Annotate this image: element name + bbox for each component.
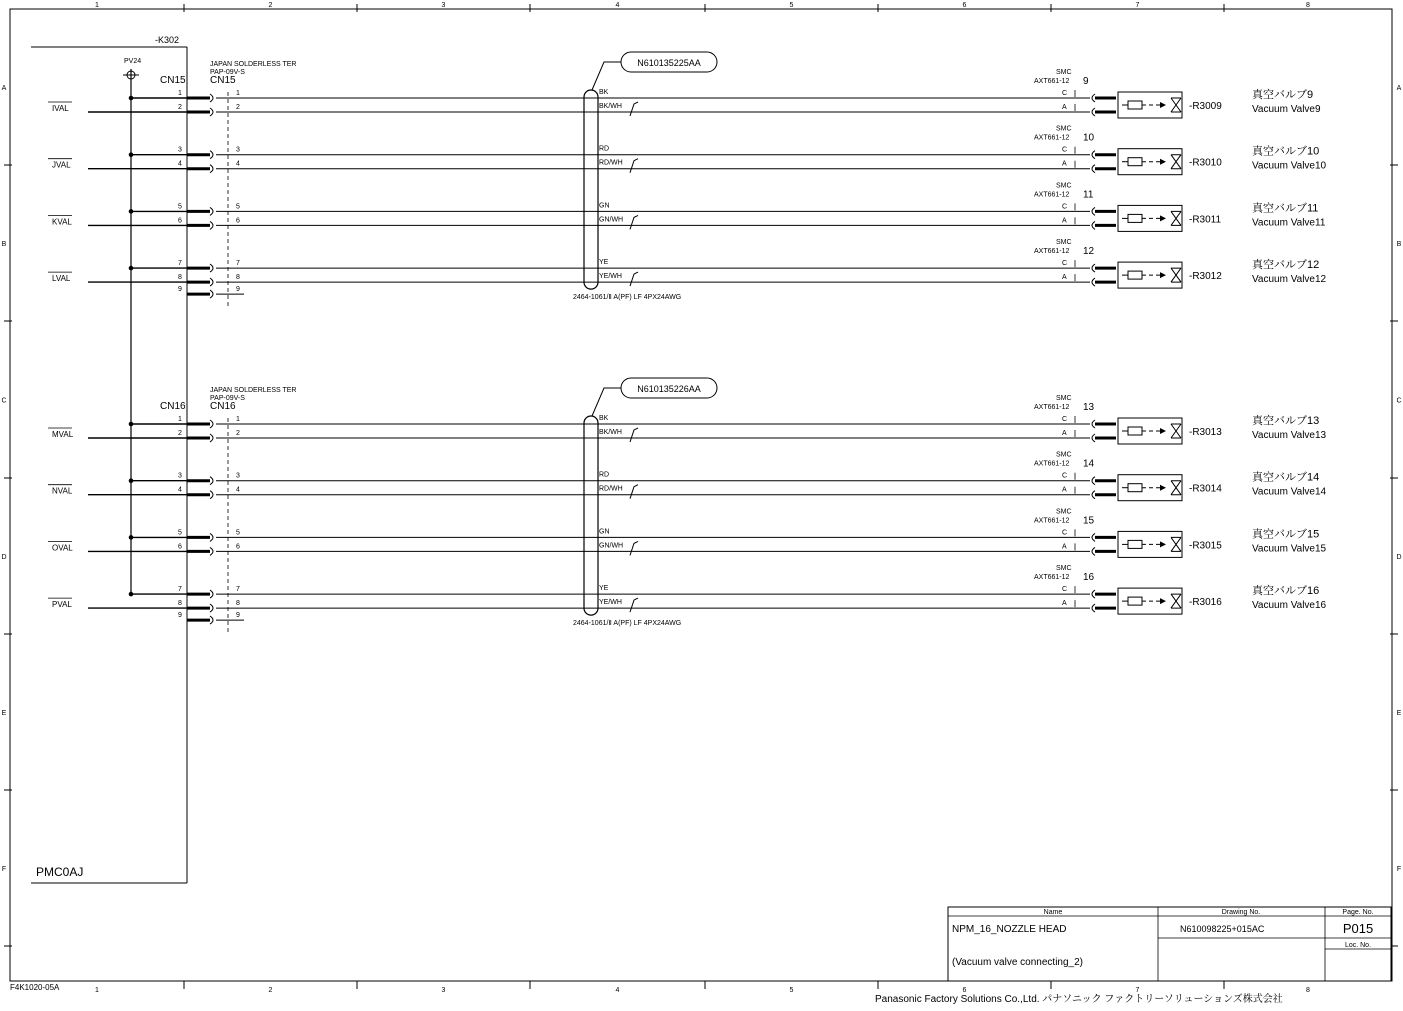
company-name: Panasonic Factory Solutions Co.,Ltd. パナソニック ファクトリーソリューションズ株式会社 — [875, 994, 1283, 1005]
twist-mark — [630, 215, 638, 229]
actuator-arrow — [1160, 159, 1166, 165]
valve-name-jp: 真空バルブ13 — [1252, 415, 1320, 427]
pin-number: 3 — [236, 146, 240, 154]
wire-color: GN/WH — [599, 542, 624, 550]
plug-shell — [1092, 108, 1095, 116]
pin-number: 7 — [178, 260, 182, 268]
col-label: 8 — [1306, 2, 1310, 9]
valve-ref: -R3016 — [1189, 597, 1222, 609]
row-label: F — [1396, 866, 1402, 873]
valve-part: AXT661-12 — [1034, 134, 1070, 142]
plug-shell — [1092, 491, 1095, 499]
terminal-label: C — [1062, 529, 1068, 537]
plug-shell — [1092, 547, 1095, 555]
solenoid-coil — [1128, 427, 1142, 435]
valve-port — [1171, 537, 1181, 551]
junction-dot — [129, 209, 134, 214]
valve-number: 11 — [1083, 189, 1094, 201]
solenoid-coil — [1128, 158, 1142, 166]
connector-part: PAP-09V-S — [210, 69, 245, 76]
wire-color: GN — [599, 528, 610, 536]
page-number: P015 — [1342, 921, 1374, 936]
cable-leader — [592, 388, 621, 416]
plug-shell — [1092, 434, 1095, 442]
plug-shell — [1092, 165, 1095, 173]
twist-mark — [630, 272, 638, 286]
pin-number: 8 — [178, 600, 182, 608]
col-label: 6 — [962, 2, 967, 9]
plug-shell — [1092, 264, 1095, 272]
plug-shell — [1092, 207, 1095, 215]
cable-id: N610135225AA — [637, 58, 701, 68]
loc-header: Loc. No. — [1344, 942, 1372, 949]
valve-maker: SMC — [1056, 69, 1072, 76]
valve-number: 15 — [1083, 515, 1095, 527]
col-label: 4 — [615, 987, 620, 994]
wire-color: BK — [599, 89, 609, 96]
twist-mark — [630, 598, 638, 612]
col-label: 7 — [1135, 987, 1140, 994]
contact-socket — [210, 491, 213, 499]
row-label: D — [1, 554, 7, 561]
valve-part: AXT661-12 — [1034, 574, 1070, 582]
pin-number: 3 — [178, 472, 182, 480]
solenoid-coil — [1128, 484, 1142, 492]
valve-ref: -R3015 — [1189, 540, 1222, 552]
signal-label: LVAL — [52, 274, 71, 284]
contact-socket — [210, 221, 213, 229]
pin-number: 6 — [236, 217, 240, 225]
junction-dot — [129, 478, 134, 483]
wire-color: YE/WH — [599, 273, 622, 281]
valve-port — [1171, 155, 1181, 169]
valve-name-en: Vacuum Valve16 — [1252, 600, 1327, 612]
channel-kval — [48, 182, 1326, 231]
connector-maker: JAPAN SOLDERLESS TER — [210, 61, 297, 68]
row-label: A — [1, 85, 7, 92]
terminal-label: C — [1062, 146, 1068, 154]
valve-port — [1171, 98, 1181, 112]
pin-number: 9 — [178, 612, 182, 620]
valve-name-en: Vacuum Valve14 — [1252, 486, 1327, 498]
wire-color: BK/WH — [599, 429, 622, 436]
solenoid-coil — [1128, 540, 1142, 548]
cable-leader — [592, 62, 621, 90]
valve-port — [1171, 424, 1181, 438]
title-block-box — [948, 907, 1391, 981]
col-label: 2 — [268, 987, 273, 994]
wire-color: RD — [599, 145, 610, 153]
valve-name-en: Vacuum Valve15 — [1252, 543, 1327, 555]
pin-number: 4 — [178, 486, 182, 494]
row-label: F — [1, 866, 7, 873]
actuator-arrow — [1160, 215, 1166, 221]
terminal-label: C — [1062, 260, 1068, 268]
pin-number: 2 — [236, 430, 240, 437]
wire-color: RD — [599, 471, 610, 479]
row-label: E — [1396, 710, 1402, 717]
actuator-arrow — [1160, 272, 1166, 278]
valve-port — [1171, 594, 1181, 608]
channel-lval — [48, 239, 1327, 288]
valve-maker: SMC — [1056, 395, 1072, 402]
valve-maker: SMC — [1056, 565, 1072, 573]
signal-label: NVAL — [52, 486, 73, 496]
twist-mark — [630, 485, 638, 499]
row-label: A — [1396, 85, 1402, 92]
wire-color: RD/WH — [599, 159, 623, 167]
wire-color: YE/WH — [599, 599, 622, 607]
pin-number: 2 — [178, 104, 182, 111]
terminal-label: A — [1062, 430, 1067, 437]
twist-mark — [630, 102, 638, 116]
solenoid-coil — [1128, 597, 1142, 605]
connector-label-board: CN15 — [160, 75, 186, 86]
junction-dot — [129, 422, 134, 427]
row-label: C — [1396, 397, 1402, 405]
contact-socket — [210, 94, 213, 102]
col-label: 5 — [789, 2, 794, 9]
valve-part: AXT661-12 — [1034, 517, 1070, 525]
contact-socket — [210, 264, 213, 272]
wire-color: GN — [599, 202, 610, 210]
pin-number: 6 — [178, 543, 182, 551]
terminal-label: A — [1062, 160, 1067, 168]
signal-label: JVAL — [52, 160, 71, 170]
channel-mval — [48, 395, 1327, 444]
contact-socket — [210, 604, 213, 612]
col-label: 4 — [615, 2, 620, 9]
terminal-label: A — [1062, 217, 1067, 225]
valve-number: 10 — [1083, 132, 1095, 144]
contact-socket — [210, 290, 213, 298]
contact-socket — [210, 434, 213, 442]
pin-number: 6 — [236, 543, 240, 551]
valve-name-jp: 真空バルブ15 — [1252, 528, 1320, 541]
valve-name-en: Vacuum Valve12 — [1252, 274, 1327, 286]
signal-label: IVAL — [52, 104, 69, 113]
plug-shell — [1092, 278, 1095, 286]
title-block — [875, 907, 1391, 1005]
terminal-label: C — [1062, 90, 1068, 97]
actuator-arrow — [1160, 428, 1166, 434]
row-label: E — [1, 710, 7, 717]
valve-name-jp: 真空バルブ10 — [1252, 145, 1320, 158]
valve-name-en: Vacuum Valve13 — [1252, 430, 1327, 441]
pin-number: 5 — [178, 203, 182, 211]
pin-number: 1 — [178, 90, 182, 97]
form-id: F4K1020-05A — [10, 983, 60, 992]
valve-ref: -R3013 — [1189, 427, 1222, 438]
valve-port — [1171, 481, 1181, 495]
contact-socket — [210, 207, 213, 215]
valve-maker: SMC — [1056, 239, 1072, 247]
junction-dot — [129, 266, 134, 271]
pin-number: 6 — [178, 217, 182, 225]
pin-number: 1 — [236, 90, 240, 97]
valve-name-en: Vacuum Valve11 — [1252, 217, 1326, 229]
board-ref: -K302 — [155, 35, 180, 45]
contact-socket — [210, 278, 213, 286]
pin-number: 9 — [236, 612, 240, 620]
valve-part: AXT661-12 — [1034, 191, 1070, 199]
wire-color: BK — [599, 415, 609, 422]
row-label: D — [1396, 554, 1402, 561]
valve-ref: -R3009 — [1189, 101, 1222, 112]
channel-oval — [48, 508, 1327, 557]
drawing-header: Drawing No. — [1221, 909, 1261, 916]
contact-socket — [210, 547, 213, 555]
wire-color: RD/WH — [599, 485, 623, 493]
plug-shell — [1092, 151, 1095, 159]
twist-mark — [630, 541, 638, 555]
valve-ref: -R3010 — [1189, 157, 1222, 169]
pin-number: 2 — [178, 430, 182, 437]
col-label: 3 — [441, 2, 446, 9]
junction-dot — [129, 592, 134, 597]
cable-id: N610135226AA — [637, 384, 701, 394]
connector-label-cable: CN16 — [210, 401, 236, 412]
pin-number: 9 — [236, 286, 240, 294]
pin-number: 3 — [236, 472, 240, 480]
drawing-number: N610098225+015AC — [1180, 924, 1265, 934]
col-label: 7 — [1135, 2, 1140, 9]
valve-number: 12 — [1083, 246, 1095, 258]
wire-color: YE — [599, 259, 609, 267]
valve-name-jp: 真空バルブ11 — [1252, 202, 1319, 215]
pin-number: 7 — [236, 260, 240, 268]
contact-socket — [210, 108, 213, 116]
terminal-label: C — [1062, 416, 1068, 423]
pin-number: 2 — [236, 104, 240, 111]
col-label: 5 — [789, 987, 794, 994]
valve-maker: SMC — [1056, 182, 1072, 190]
row-label: C — [1, 397, 7, 405]
valve-part: AXT661-12 — [1034, 248, 1070, 256]
valve-name-en: Vacuum Valve9 — [1252, 104, 1321, 115]
valve-maker: SMC — [1056, 125, 1072, 133]
wire-color: GN/WH — [599, 216, 624, 224]
page-header: Page. No. — [1342, 909, 1374, 916]
plug-shell — [1092, 477, 1095, 485]
board-name: PMC0AJ — [36, 865, 84, 879]
actuator-arrow — [1160, 102, 1166, 108]
valve-part: AXT661-12 — [1034, 78, 1070, 85]
power-label: PV24 — [124, 58, 142, 65]
terminal-label: C — [1062, 472, 1068, 480]
twist-mark — [630, 159, 638, 173]
plug-shell — [1092, 221, 1095, 229]
pin-number: 4 — [236, 160, 240, 168]
pin-number: 1 — [178, 416, 182, 423]
connector-maker: JAPAN SOLDERLESS TER — [210, 387, 297, 394]
actuator-arrow — [1160, 541, 1166, 547]
contact-socket — [210, 590, 213, 598]
pin-number: 8 — [236, 600, 240, 608]
col-label: 1 — [95, 2, 99, 9]
valve-number: 16 — [1083, 572, 1095, 584]
twist-mark — [630, 428, 638, 442]
contact-socket — [210, 151, 213, 159]
terminal-label: A — [1062, 486, 1067, 494]
pin-number: 9 — [178, 286, 182, 294]
pin-number: 5 — [236, 529, 240, 537]
actuator-arrow — [1160, 485, 1166, 491]
contact-socket — [210, 533, 213, 541]
junction-dot — [129, 152, 134, 157]
valve-ref: -R3012 — [1189, 271, 1222, 283]
channel-jval — [48, 126, 1327, 175]
drawing-subtitle: (Vacuum valve connecting_2) — [952, 957, 1083, 968]
plug-shell — [1092, 604, 1095, 612]
valve-ref: -R3011 — [1189, 214, 1222, 226]
valve-maker: SMC — [1056, 508, 1072, 516]
channel-ival — [48, 69, 1321, 118]
cable-bundle — [584, 90, 598, 289]
terminal-label: A — [1062, 274, 1067, 282]
plug-shell — [1092, 94, 1095, 102]
terminal-label: C — [1062, 586, 1068, 594]
valve-port — [1171, 211, 1181, 225]
name-header: Name — [1043, 909, 1063, 916]
row-label: B — [1, 241, 7, 248]
valve-number: 13 — [1083, 402, 1095, 413]
group-cn15 — [48, 52, 1327, 306]
cable-spec: 2464-1061/Ⅱ A(PF) LF 4PX24AWG — [573, 620, 682, 628]
solenoid-coil — [1128, 271, 1142, 279]
junction-dot — [129, 535, 134, 540]
junction-dot — [129, 96, 134, 101]
plug-shell — [1092, 533, 1095, 541]
channel-pval — [48, 565, 1327, 614]
contact-socket — [210, 165, 213, 173]
plug-shell — [1092, 420, 1095, 428]
valve-number: 14 — [1083, 458, 1095, 470]
col-label: 3 — [441, 987, 446, 994]
pin-number: 4 — [236, 486, 240, 494]
connector-label-cable: CN15 — [210, 75, 236, 86]
pin-number: 7 — [178, 586, 182, 594]
valve-port — [1171, 268, 1181, 282]
connector-part: PAP-09V-S — [210, 395, 245, 402]
col-label: 1 — [95, 987, 99, 994]
pin-number: 4 — [178, 160, 182, 168]
row-label: B — [1396, 241, 1402, 248]
pin-number: 8 — [178, 274, 182, 282]
signal-label: MVAL — [52, 430, 74, 439]
pin-number: 7 — [236, 586, 240, 594]
wiring-groups — [48, 52, 1327, 632]
col-label: 8 — [1306, 987, 1310, 994]
valve-part: AXT661-12 — [1034, 460, 1070, 468]
valve-maker: SMC — [1056, 451, 1072, 459]
cable-spec: 2464-1061/Ⅱ A(PF) LF 4PX24AWG — [573, 294, 682, 302]
signal-label: KVAL — [52, 217, 72, 227]
valve-part: AXT661-12 — [1034, 404, 1070, 411]
connector-label-board: CN16 — [160, 401, 186, 412]
cable-bundle — [584, 416, 598, 615]
terminal-label: A — [1062, 543, 1067, 551]
terminal-label: A — [1062, 104, 1067, 111]
wire-color: BK/WH — [599, 103, 622, 110]
valve-name-jp: 真空バルブ14 — [1252, 471, 1320, 484]
terminal-label: A — [1062, 600, 1067, 608]
pin-number: 1 — [236, 416, 240, 423]
col-label: 6 — [962, 987, 967, 994]
pin-number: 8 — [236, 274, 240, 282]
contact-socket — [210, 420, 213, 428]
valve-name-jp: 真空バルブ16 — [1252, 585, 1320, 598]
pin-number: 5 — [236, 203, 240, 211]
valve-number: 9 — [1083, 76, 1089, 87]
plug-shell — [1092, 590, 1095, 598]
solenoid-coil — [1128, 214, 1142, 222]
valve-name-en: Vacuum Valve10 — [1252, 160, 1327, 172]
solenoid-coil — [1128, 101, 1142, 109]
actuator-arrow — [1160, 598, 1166, 604]
terminal-label: C — [1062, 203, 1068, 211]
group-cn16 — [48, 378, 1327, 632]
wire-color: YE — [599, 585, 609, 593]
contact-socket — [210, 616, 213, 624]
col-label: 2 — [268, 2, 273, 9]
pin-number: 3 — [178, 146, 182, 154]
pin-number: 5 — [178, 529, 182, 537]
drawing-name: NPM_16_NOZZLE HEAD — [952, 924, 1067, 935]
signal-label: OVAL — [52, 543, 73, 553]
valve-name-jp: 真空バルブ12 — [1252, 259, 1320, 272]
valve-name-jp: 真空バルブ9 — [1252, 89, 1314, 101]
valve-ref: -R3014 — [1189, 483, 1222, 495]
signal-label: PVAL — [52, 600, 72, 610]
contact-socket — [210, 477, 213, 485]
channel-nval — [48, 452, 1327, 501]
